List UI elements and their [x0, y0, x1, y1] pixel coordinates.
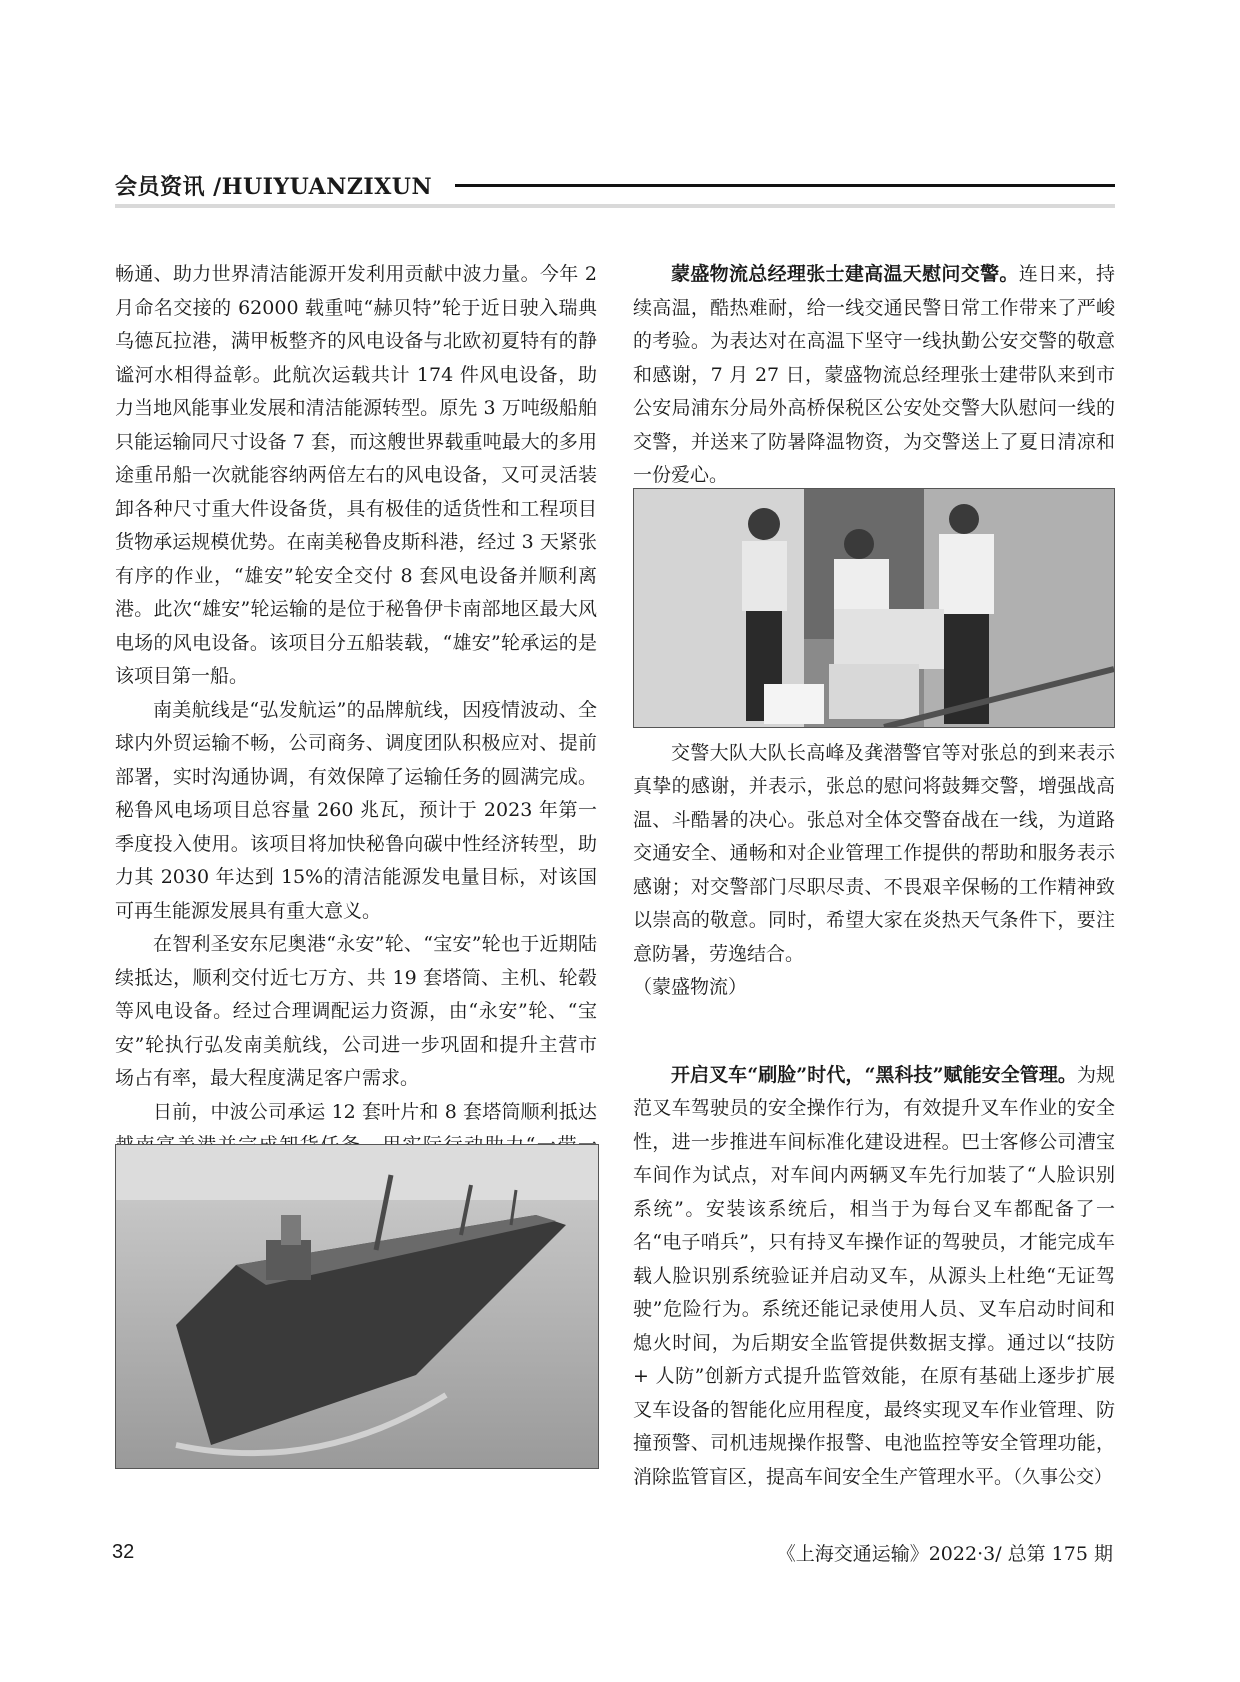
article-paragraph: 在智利圣安东尼奥港“永安”轮、“宝安”轮也于近期陆续抵达，顺利交付近七万方、共 19 套塔筒、主机、轮毂等风电设备。经过合理调配运力资源，由“永安”轮、“宝安”轮执行弘发南美航线，公司进一步巩固和提升主营市场占有率，最大程度满足客户需求。	[115, 933, 597, 1089]
author-signature: （久事公交）	[1013, 1466, 1113, 1488]
article-text: 连日来，持续高温，酷热难耐，给一线交通民警日常工作带来了严峻的考验。为表达对在高温下坚守一线执勤公安交警的敬意和感谢，7 月 27 日，蒙盛物流总经理张士建带队来到市公安局浦东分局外高桥保税区公安处交警大队慰问一线的交警，并送来了防暑降温物资，为交警送上了夏日清凉和一份爱心。	[633, 263, 1115, 486]
left-column	[115, 258, 597, 1196]
right-column	[633, 258, 1115, 1494]
ship-photo	[115, 1144, 599, 1469]
section-title: 会员资讯 /HUIYUANZIXUN	[115, 174, 433, 200]
article-paragraph	[633, 258, 1115, 493]
header-rule	[455, 184, 1115, 187]
article-lead: 开启叉车“刷脸”时代，“黑科技”赋能安全管理。	[671, 1063, 1077, 1086]
article-paragraph: 交警大队大队长高峰及龚潜警官等对张总的到来表示真挚的感谢，并表示，张总的慰问将鼓舞交警，增强战高温、斗酷暑的决心。张总对全体交警奋战在一线，为道路交通安全、通畅和对企业管理工作提供的帮助和服务表示感谢；对交警部门尽职尽责、不畏艰辛保畅的工作精神致以崇高的敬意。同时，希望大家在炎热天气条件下，要注意防暑，劳逸结合。	[633, 741, 1115, 965]
article-paragraph: 畅通、助力世界清洁能源开发利用贡献中波力量。今年 2 月命名交接的 62000 载重吨“赫贝特”轮于近日驶入瑞典乌德瓦拉港，满甲板整齐的风电设备与北欧初夏特有的静谧河水相得益彰。此航次运载共计 174 件风电设备，助力当地风能事业发展和清洁能源转型。原先 3 万吨级船舶只能运输同尺寸设备 7 套，而这艘世界载重吨最大的多用途重吊船一次就能容纳两倍左右的风电设备，又可灵活装卸各种尺寸重大件设备货，具有极佳的适货性和工程项目货物承运规模优势。在南美秘鲁皮斯科港，经过 3 天紧张有序的作业，“雄安”轮安全交付 8 套风电设备并顺利离港。此次“雄安”轮运输的是位于秘鲁伊卡南部地区最大风电场的风电设备。该项目分五船装载，“雄安”轮承运的是该项目第一船。	[115, 263, 597, 687]
article-text: 日前，中波公司承运 12 套叶片和 8 套塔筒顺利抵达	[153, 1100, 597, 1123]
article-paragraph	[633, 1059, 1115, 1495]
page-number: 32	[112, 1541, 135, 1563]
issue-info: 《上海交通运输》2022·3/ 总第 175 期	[776, 1543, 1113, 1565]
section-header	[115, 170, 1115, 204]
article-gap	[633, 1005, 1115, 1059]
header-band	[115, 204, 1115, 208]
author-signature: （蒙盛物流）	[633, 976, 748, 998]
article-paragraph: 南美航线是“弘发航运”的品牌航线，因疫情波动、全球内外贸运输不畅，公司商务、调度团队积极应对、提前部署，实时沟通协调，有效保障了运输任务的圆满完成。秘鲁风电场项目总容量 260 兆瓦，预计于 2023 年第一季度投入使用。该项目将加快秘鲁向碳中性经济转型，助力其 2030 年达到 15%的清洁能源发电量目标，对该国可再生能源发展具有重大意义。	[115, 698, 597, 922]
article-lead: 蒙盛物流总经理张士建高温天慰问交警。	[671, 263, 1019, 285]
traffic-police-photo	[633, 488, 1115, 728]
article-text: 为规范叉车驾驶员的安全操作行为，有效提升叉车作业的安全性，进一步推进车间标准化建设进程。巴士客修公司漕宝车间作为试点，对车间内两辆叉车先行加装了“人脸识别系统”。安装该系统后，相当于为每台叉车都配备了一名“电子哨兵”，只有持叉车操作证的驾驶员，才能完成车载人脸识别系统验证并启动叉车，从源头上杜绝“无证驾驶”危险行为。系统还能记录使用人员、叉车启动时间和熄火时间，为后期安全监管提供数据支撑。通过以“技防 + 人防”创新方式提升监管效能，在原有基础上逐步扩展叉车设备的智能化应用程度，最终实现叉车作业管理、防撞预警、司机违规操作报警、电池监控等安全管理功能，消除监管盲区，提高车间安全生产管理水平。	[633, 1063, 1115, 1488]
